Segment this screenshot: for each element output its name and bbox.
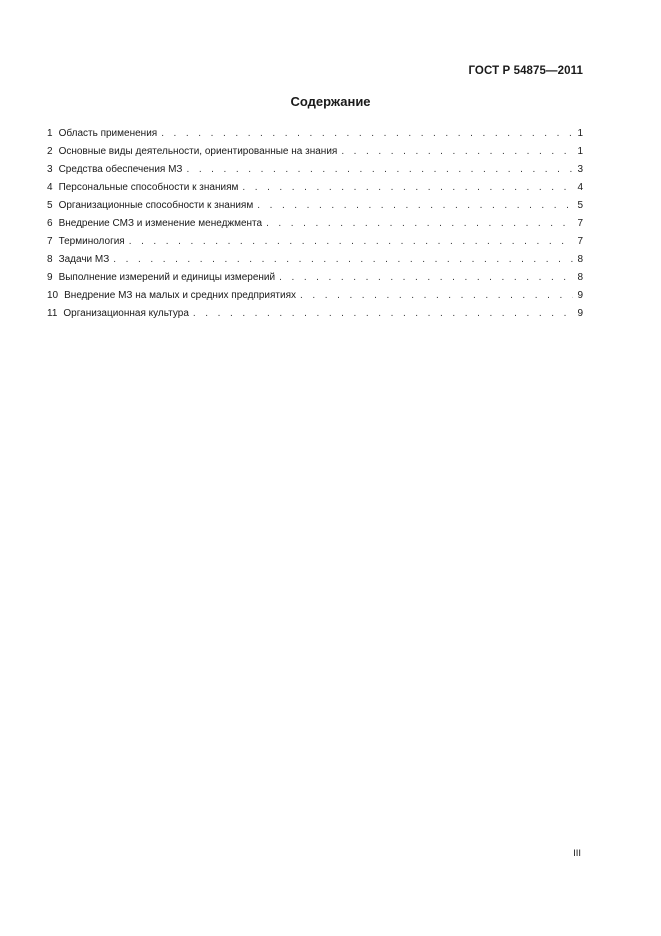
toc-item-title: Организационные способности к знаниям bbox=[58, 200, 254, 211]
toc-item-title: Задачи МЗ bbox=[58, 254, 110, 265]
toc-item-title: Внедрение МЗ на малых и средних предприятиях bbox=[64, 290, 297, 301]
toc-item-number: 4 bbox=[47, 182, 53, 193]
dot-leader bbox=[266, 215, 573, 233]
toc-item-number: 2 bbox=[47, 146, 53, 157]
toc-item-page: 9 bbox=[577, 308, 583, 319]
toc-item-page: 9 bbox=[577, 290, 583, 301]
toc-item-7[interactable] bbox=[47, 233, 583, 251]
toc-item-title: Организационная культура bbox=[63, 308, 189, 319]
toc-item-page: 7 bbox=[577, 236, 583, 247]
toc-item-page: 5 bbox=[577, 200, 583, 211]
toc-item-page: 1 bbox=[577, 128, 583, 139]
dot-leader bbox=[341, 143, 573, 161]
toc-item-number: 10 bbox=[47, 290, 59, 301]
toc-title: Содержание bbox=[290, 94, 371, 109]
toc-item-number: 5 bbox=[47, 200, 53, 211]
dot-leader bbox=[300, 287, 573, 305]
toc-item-number: 3 bbox=[47, 164, 53, 175]
toc-item-6[interactable] bbox=[47, 215, 583, 233]
toc-item-10[interactable] bbox=[47, 287, 583, 305]
dot-leader bbox=[279, 269, 573, 287]
toc-item-title: Средства обеспечения МЗ bbox=[58, 164, 183, 175]
dot-leader bbox=[186, 161, 573, 179]
toc-item-title: Внедрение СМЗ и изменение менеджмента bbox=[58, 218, 263, 229]
toc-item-page: 8 bbox=[577, 254, 583, 265]
toc-item-5[interactable] bbox=[47, 197, 583, 215]
toc-item-page: 7 bbox=[577, 218, 583, 229]
toc-item-4[interactable] bbox=[47, 179, 583, 197]
toc-item-page: 1 bbox=[577, 146, 583, 157]
dot-leader bbox=[161, 125, 573, 143]
toc-item-page: 4 bbox=[577, 182, 583, 193]
toc-item-title: Выполнение измерений и единицы измерений bbox=[58, 272, 276, 283]
document-code: ГОСТ Р 54875—2011 bbox=[468, 65, 583, 77]
toc-item-9[interactable] bbox=[47, 269, 583, 287]
dot-leader bbox=[113, 251, 573, 269]
page-number: III bbox=[573, 848, 581, 859]
toc-item-title: Персональные способности к знаниям bbox=[58, 182, 239, 193]
toc-item-11[interactable] bbox=[47, 305, 583, 323]
toc-item-number: 1 bbox=[47, 128, 53, 139]
dot-leader bbox=[242, 179, 573, 197]
dot-leader bbox=[193, 305, 574, 323]
toc-item-number: 6 bbox=[47, 218, 53, 229]
toc-item-page: 8 bbox=[577, 272, 583, 283]
dot-leader bbox=[257, 197, 573, 215]
toc-item-3[interactable] bbox=[47, 161, 583, 179]
toc-item-8[interactable] bbox=[47, 251, 583, 269]
toc-item-2[interactable] bbox=[47, 143, 583, 161]
table-of-contents bbox=[47, 125, 583, 323]
toc-item-title: Область применения bbox=[58, 128, 158, 139]
toc-item-number: 9 bbox=[47, 272, 53, 283]
toc-item-page: 3 bbox=[577, 164, 583, 175]
toc-item-number: 7 bbox=[47, 236, 53, 247]
toc-item-title: Основные виды деятельности, ориентированные на знания bbox=[58, 146, 338, 157]
dot-leader bbox=[129, 233, 574, 251]
toc-item-title: Терминология bbox=[58, 236, 125, 247]
toc-item-number: 8 bbox=[47, 254, 53, 265]
toc-item-number: 11 bbox=[47, 308, 58, 319]
toc-item-1[interactable] bbox=[47, 125, 583, 143]
